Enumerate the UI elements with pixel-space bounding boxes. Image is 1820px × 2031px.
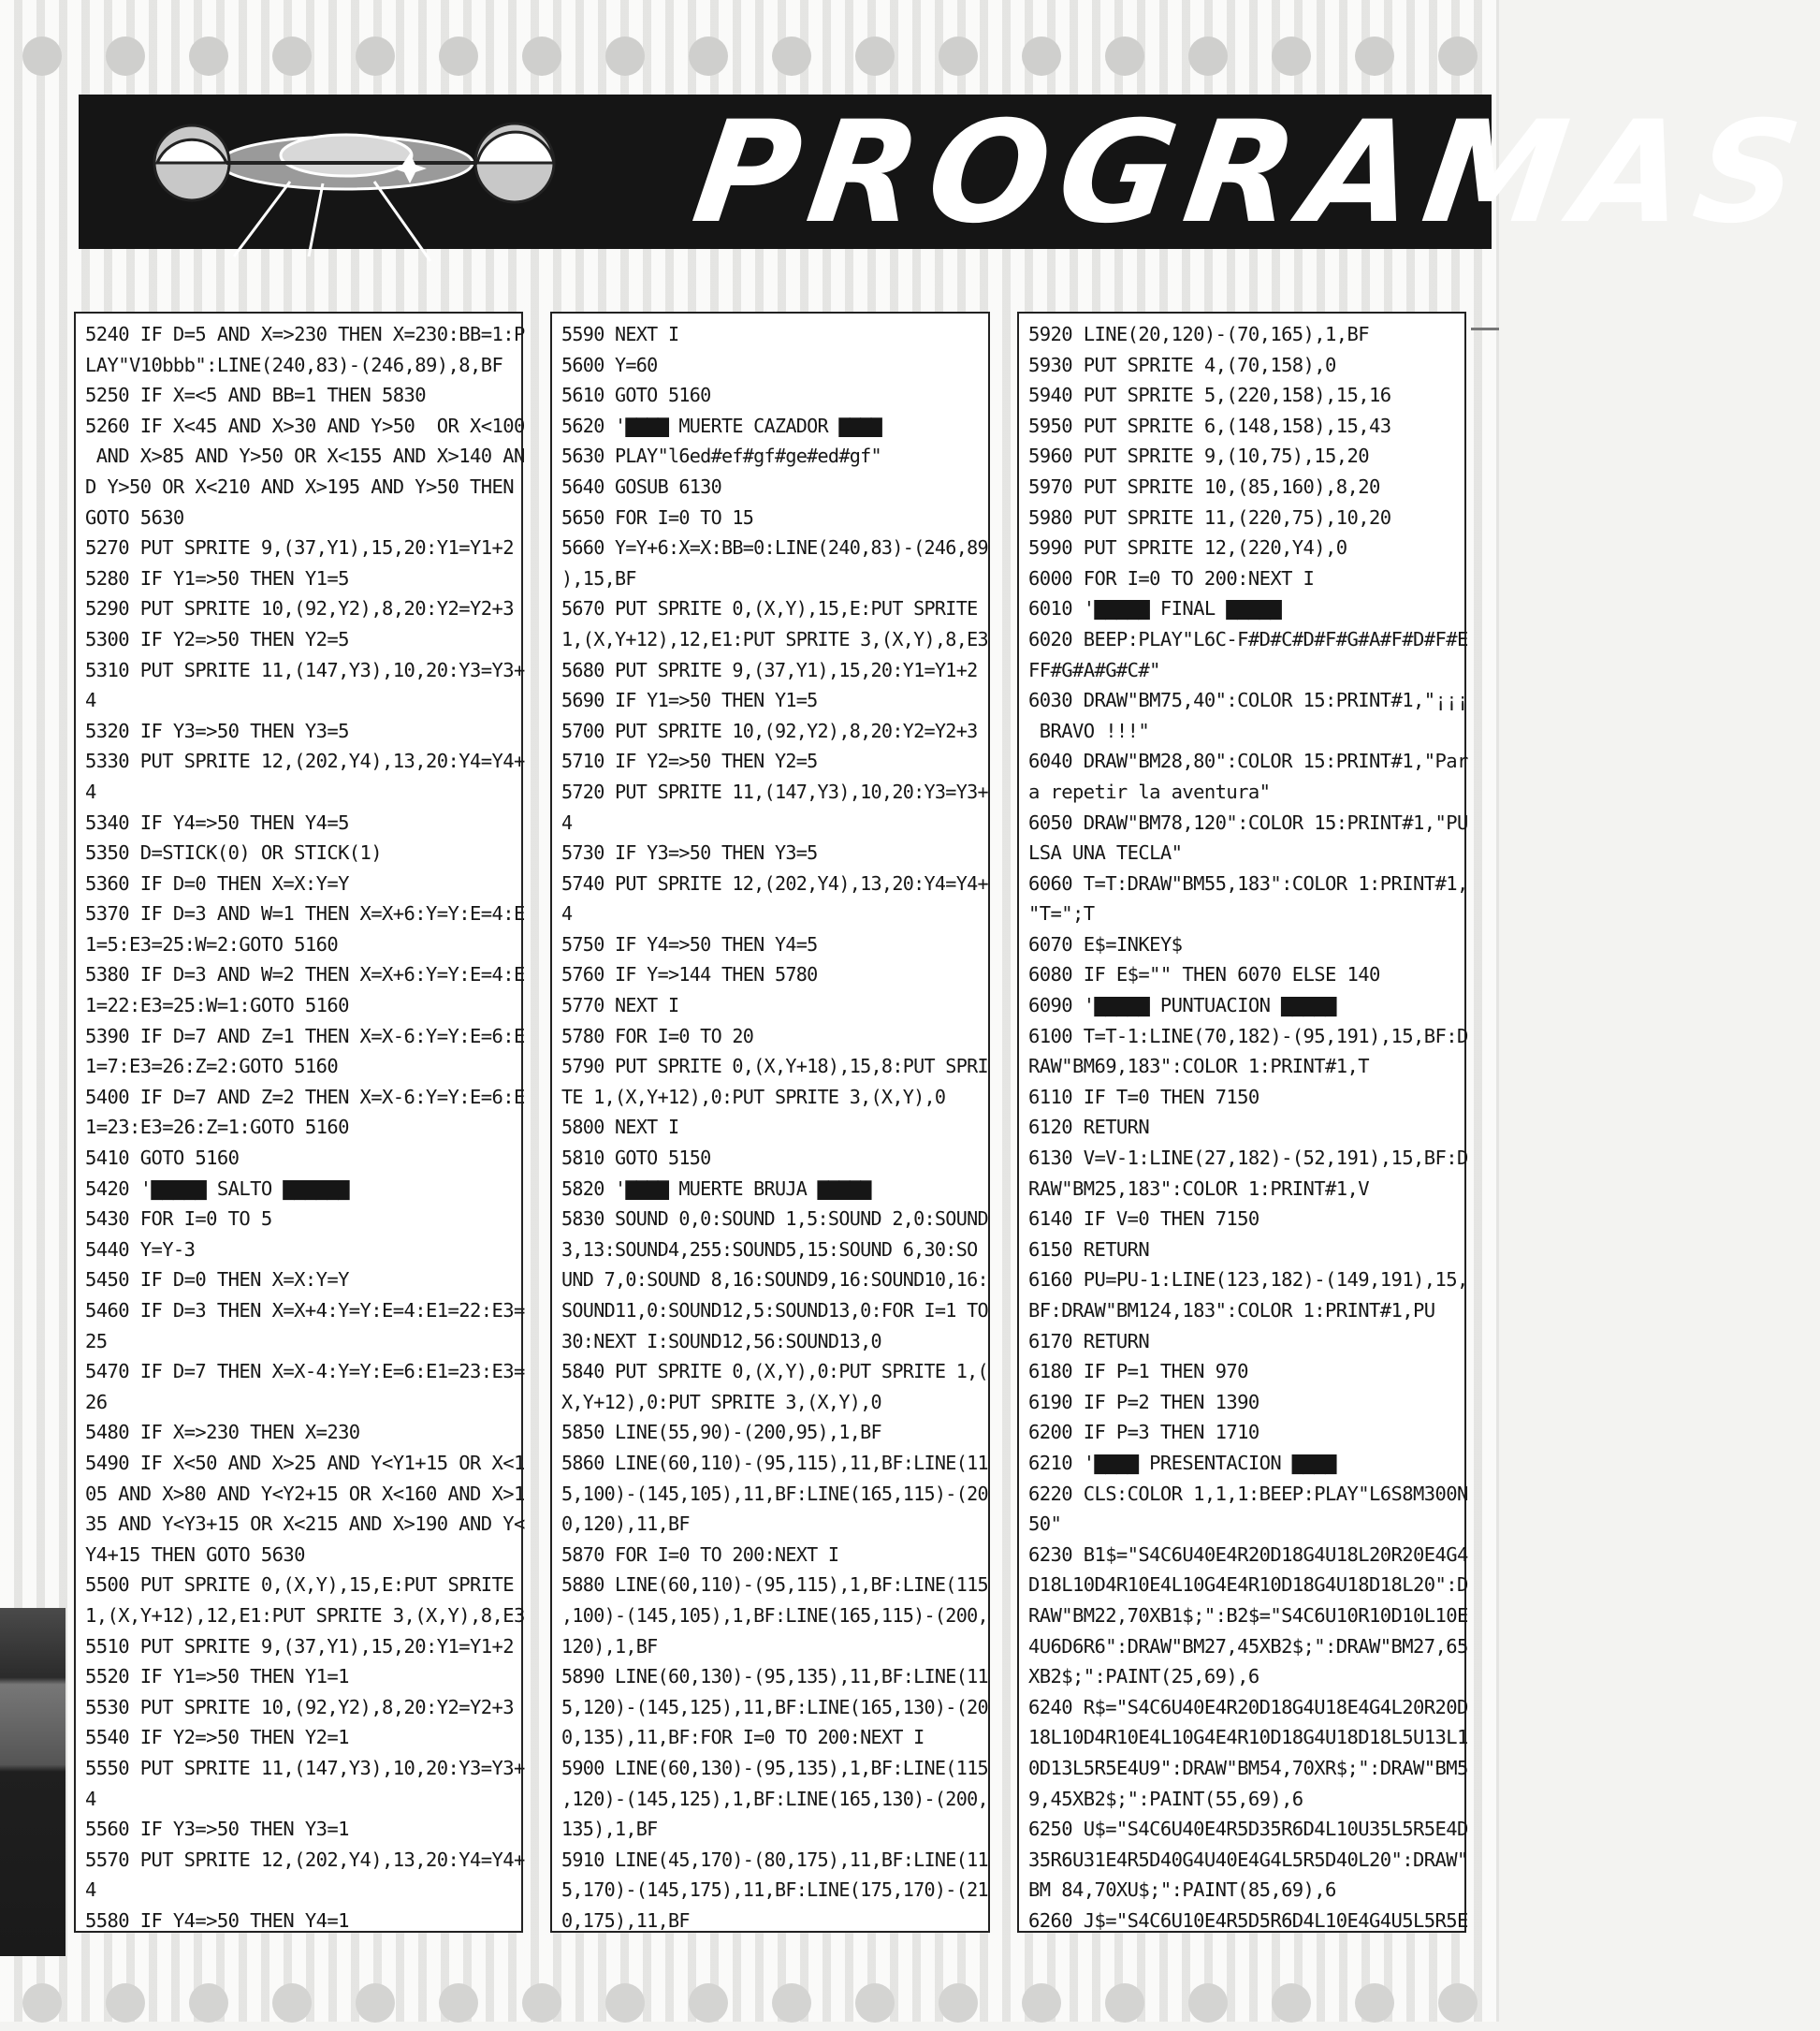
code-line: 6200 IF P=3 THEN 1710	[1028, 1421, 1259, 1444]
code-line: 5980 PUT SPRITE 11,(220,75),10,20	[1028, 505, 1391, 529]
code-line: 6100 T=T-1:LINE(70,182)-(95,191),15,BF:D	[1028, 1024, 1468, 1047]
code-line: 1,(X,Y+12),12,E1:PUT SPRITE 3,(X,Y),8,E3	[561, 627, 988, 650]
code-line: 5660 Y=Y+6:X=X:BB=0:LINE(240,83)-(246,89	[561, 536, 988, 560]
code-line: RAW"BM25,183":COLOR 1:PRINT#1,V	[1028, 1176, 1370, 1200]
code-line: 5380 IF D=3 AND W=2 THEN X=X+6:Y=Y:E=4:E	[85, 963, 525, 986]
code-column-2	[550, 312, 990, 1933]
code-line: 6010 '▇▇▇▇▇ FINAL ▇▇▇▇▇	[1028, 597, 1282, 621]
code-line: 6230 B1$="S4C6U40E4R20D18G4U18L20R20E4G4	[1028, 1542, 1468, 1566]
code-line: 5860 LINE(60,110)-(95,115),11,BF:LINE(11	[561, 1451, 988, 1474]
code-line: 5540 IF Y2=>50 THEN Y2=1	[85, 1726, 349, 1749]
code-line: 5960 PUT SPRITE 9,(10,75),15,20	[1028, 445, 1370, 468]
code-line: TE 1,(X,Y+12),0:PUT SPRITE 3,(X,Y),0	[561, 1085, 946, 1108]
code-line: 5310 PUT SPRITE 11,(147,Y3),10,20:Y3=Y3+	[85, 658, 525, 681]
code-line: RAW"BM22,70XB1$;":B2$="S4C6U10R10D10L10E	[1028, 1603, 1468, 1627]
code-line: 1=23:E3=26:Z=1:GOTO 5160	[85, 1116, 349, 1139]
code-line: 5400 IF D=7 AND Z=2 THEN X=X-6:Y=Y:E=6:E	[85, 1085, 525, 1108]
code-line: 5490 IF X<50 AND X>25 AND Y<Y1+15 OR X<1	[85, 1451, 525, 1474]
code-line: 6090 '▇▇▇▇▇ PUNTUACION ▇▇▇▇▇	[1028, 994, 1336, 1017]
code-line: 5430 FOR I=0 TO 5	[85, 1207, 272, 1231]
code-line: 5940 PUT SPRITE 5,(220,158),15,16	[1028, 384, 1391, 407]
code-line: AND X>85 AND Y>50 OR X<155 AND X>140 AN	[85, 445, 525, 468]
code-line: 4	[85, 780, 96, 803]
code-line: 5890 LINE(60,130)-(95,135),11,BF:LINE(11	[561, 1665, 988, 1688]
code-line: D18L10D4R10E4L10G4E4R10D18G4U18D18L20":D	[1028, 1573, 1468, 1597]
code-line: 5370 IF D=3 AND W=1 THEN X=X+6:Y=Y:E=4:E	[85, 902, 525, 926]
code-line: 5360 IF D=0 THEN X=X:Y=Y	[85, 871, 349, 895]
code-line: 5830 SOUND 0,0:SOUND 1,5:SOUND 2,0:SOUND	[561, 1207, 988, 1231]
code-line: 1=7:E3=26:Z=2:GOTO 5160	[85, 1055, 339, 1078]
code-line: 5750 IF Y4=>50 THEN Y4=5	[561, 932, 818, 956]
code-line: 5730 IF Y3=>50 THEN Y3=5	[561, 841, 818, 865]
code-line: 5840 PUT SPRITE 0,(X,Y),0:PUT SPRITE 1,(	[561, 1360, 988, 1383]
code-line: 5700 PUT SPRITE 10,(92,Y2),8,20:Y2=Y2+3	[561, 719, 978, 742]
code-line: GOTO 5630	[85, 505, 184, 529]
code-line: 0,120),11,BF	[561, 1512, 690, 1536]
code-line: 6150 RETURN	[1028, 1237, 1150, 1261]
code-line: 3,13:SOUND4,255:SOUND5,15:SOUND 6,30:SO	[561, 1237, 978, 1261]
code-line: 5330 PUT SPRITE 12,(202,Y4),13,20:Y4=Y4+	[85, 750, 525, 773]
code-line: 0D13L5R5E4U9":DRAW"BM54,70XR$;":DRAW"BM5	[1028, 1756, 1468, 1779]
code-line: 6260 J$="S4C6U10E4R5D5R6D4L10E4G4U5L5R5E	[1028, 1908, 1468, 1932]
code-line: BF:DRAW"BM124,183":COLOR 1:PRINT#1,PU	[1028, 1299, 1435, 1322]
code-line: RAW"BM69,183":COLOR 1:PRINT#1,T	[1028, 1055, 1370, 1078]
code-line: 0,175),11,BF	[561, 1908, 690, 1932]
code-line: 5290 PUT SPRITE 10,(92,Y2),8,20:Y2=Y2+3	[85, 597, 514, 621]
code-line: 6050 DRAW"BM78,120":COLOR 15:PRINT#1,"PU	[1028, 811, 1468, 834]
code-line: BM 84,70XU$;":PAINT(85,69),6	[1028, 1878, 1336, 1902]
code-line: 4	[561, 811, 573, 834]
code-line: 6110 IF T=0 THEN 7150	[1028, 1085, 1259, 1108]
code-line: 5420 '▇▇▇▇▇ SALTO ▇▇▇▇▇▇	[85, 1176, 349, 1200]
code-line: 5260 IF X<45 AND X>30 AND Y>50 OR X<100	[85, 414, 525, 437]
code-line: 6080 IF E$="" THEN 6070 ELSE 140	[1028, 963, 1380, 986]
code-line: 6020 BEEP:PLAY"L6C-F#D#C#D#F#G#A#F#D#F#E	[1028, 627, 1468, 650]
code-line: 30:NEXT I:SOUND12,56:SOUND13,0	[561, 1329, 881, 1352]
code-line: 5530 PUT SPRITE 10,(92,Y2),8,20:Y2=Y2+3	[85, 1695, 514, 1718]
code-line: 6250 U$="S4C6U40E4R5D35R6D4L10U35L5R5E4D	[1028, 1818, 1468, 1841]
code-line: 5510 PUT SPRITE 9,(37,Y1),15,20:Y1=Y1+2	[85, 1634, 514, 1658]
code-line: 5570 PUT SPRITE 12,(202,Y4),13,20:Y4=Y4+	[85, 1848, 525, 1871]
code-line: 5600 Y=60	[561, 353, 658, 376]
code-line: 5970 PUT SPRITE 10,(85,160),8,20	[1028, 475, 1380, 498]
code-line: 5680 PUT SPRITE 9,(37,Y1),15,20:Y1=Y1+2	[561, 658, 978, 681]
code-line: 1,(X,Y+12),12,E1:PUT SPRITE 3,(X,Y),8,E3	[85, 1603, 525, 1627]
code-line: 35 AND Y<Y3+15 OR X<215 AND X>190 AND Y<	[85, 1512, 525, 1536]
code-line: 5820 '▇▇▇▇ MUERTE BRUJA ▇▇▇▇▇	[561, 1176, 871, 1200]
code-line: Y4+15 THEN GOTO 5630	[85, 1542, 305, 1566]
code-line: 6130 V=V-1:LINE(27,182)-(52,191),15,BF:D	[1028, 1147, 1468, 1170]
code-line: 9,45XB2$;":PAINT(55,69),6	[1028, 1787, 1303, 1810]
code-line: 5280 IF Y1=>50 THEN Y1=5	[85, 566, 349, 590]
code-line: 5720 PUT SPRITE 11,(147,Y3),10,20:Y3=Y3+	[561, 780, 988, 803]
code-line: 1=5:E3=25:W=2:GOTO 5160	[85, 932, 339, 956]
code-line: 5760 IF Y=>144 THEN 5780	[561, 963, 818, 986]
code-line: 5580 IF Y4=>50 THEN Y4=1	[85, 1908, 349, 1932]
code-line: SOUND11,0:SOUND12,5:SOUND13,0:FOR I=1 TO	[561, 1299, 988, 1322]
code-line: 6170 RETURN	[1028, 1329, 1150, 1352]
code-line: 5710 IF Y2=>50 THEN Y2=5	[561, 750, 818, 773]
code-line: "T=";T	[1028, 902, 1095, 926]
code-line: 5450 IF D=0 THEN X=X:Y=Y	[85, 1268, 349, 1292]
code-line: 4U6D6R6":DRAW"BM27,45XB2$;":DRAW"BM27,65	[1028, 1634, 1468, 1658]
code-line: 5470 IF D=7 THEN X=X-4:Y=Y:E=6:E1=23:E3=	[85, 1360, 525, 1383]
code-line: 5910 LINE(45,170)-(80,175),11,BF:LINE(11	[561, 1848, 988, 1871]
code-line: 135),1,BF	[561, 1818, 658, 1841]
code-line: 5410 GOTO 5160	[85, 1147, 240, 1170]
code-line: 26	[85, 1390, 108, 1413]
code-line: 5900 LINE(60,130)-(95,135),1,BF:LINE(115	[561, 1756, 988, 1779]
code-line: 5810 GOTO 5150	[561, 1147, 711, 1170]
code-line: D Y>50 OR X<210 AND X>195 AND Y>50 THEN	[85, 475, 514, 498]
code-line: LSA UNA TECLA"	[1028, 841, 1183, 865]
code-line: ),15,BF	[561, 566, 636, 590]
code-line: 5850 LINE(55,90)-(200,95),1,BF	[561, 1421, 881, 1444]
code-line: 5800 NEXT I	[561, 1116, 679, 1139]
code-line: 5620 '▇▇▇▇ MUERTE CAZADOR ▇▇▇▇	[561, 414, 881, 437]
code-line: 5,120)-(145,125),11,BF:LINE(165,130)-(20	[561, 1695, 988, 1718]
code-line: 35R6U31E4R5D40G4U40E4G4L5R5D40L20":DRAW"	[1028, 1848, 1468, 1871]
code-line: X,Y+12),0:PUT SPRITE 3,(X,Y),0	[561, 1390, 881, 1413]
code-line: 4	[85, 1878, 96, 1902]
code-line: 5340 IF Y4=>50 THEN Y4=5	[85, 811, 349, 834]
code-line: 5770 NEXT I	[561, 994, 679, 1017]
code-line: 6120 RETURN	[1028, 1116, 1150, 1139]
code-line: 5880 LINE(60,110)-(95,115),1,BF:LINE(115	[561, 1573, 988, 1597]
page-edge-mark	[1471, 328, 1499, 330]
code-line: 5,100)-(145,105),11,BF:LINE(165,115)-(20	[561, 1482, 988, 1505]
code-line: LAY"V10bbb":LINE(240,83)-(246,89),8,BF	[85, 353, 503, 376]
code-line: 5670 PUT SPRITE 0,(X,Y),15,E:PUT SPRITE	[561, 597, 978, 621]
code-line: 5640 GOSUB 6130	[561, 475, 721, 498]
code-line: 6070 E$=INKEY$	[1028, 932, 1183, 956]
code-line: 50"	[1028, 1512, 1062, 1536]
code-line: UND 7,0:SOUND 8,16:SOUND9,16:SOUND10,16:	[561, 1268, 988, 1292]
code-line: 18L10D4R10E4L10G4E4R10D18G4U18D18L5U13L1	[1028, 1726, 1468, 1749]
code-line: 5480 IF X=>230 THEN X=230	[85, 1421, 360, 1444]
code-line: 5990 PUT SPRITE 12,(220,Y4),0	[1028, 536, 1347, 560]
code-column-3	[1017, 312, 1466, 1933]
code-line: 5790 PUT SPRITE 0,(X,Y+18),15,8:PUT SPRI	[561, 1055, 988, 1078]
code-line: 4	[85, 689, 96, 712]
code-line: 5650 FOR I=0 TO 15	[561, 505, 754, 529]
code-line: 5740 PUT SPRITE 12,(202,Y4),13,20:Y4=Y4+	[561, 871, 988, 895]
code-line: 0,135),11,BF:FOR I=0 TO 200:NEXT I	[561, 1726, 925, 1749]
code-line: a repetir la aventura"	[1028, 780, 1271, 803]
code-line: 5500 PUT SPRITE 0,(X,Y),15,E:PUT SPRITE	[85, 1573, 514, 1597]
code-line: 5870 FOR I=0 TO 200:NEXT I	[561, 1542, 839, 1566]
code-line: 6040 DRAW"BM28,80":COLOR 15:PRINT#1,"Par	[1028, 750, 1468, 773]
code-line: 6210 '▇▇▇▇ PRESENTACION ▇▇▇▇	[1028, 1451, 1336, 1474]
code-line: BRAVO !!!"	[1028, 719, 1150, 742]
code-line: 5520 IF Y1=>50 THEN Y1=1	[85, 1665, 349, 1688]
code-line: 5390 IF D=7 AND Z=1 THEN X=X-6:Y=Y:E=6:E	[85, 1024, 525, 1047]
code-line: 6180 IF P=1 THEN 970	[1028, 1360, 1248, 1383]
code-line: 5950 PUT SPRITE 6,(148,158),15,43	[1028, 414, 1391, 437]
page-title: PROGRAMAS	[684, 92, 1820, 255]
code-line: 120),1,BF	[561, 1634, 658, 1658]
code-line: 5930 PUT SPRITE 4,(70,158),0	[1028, 353, 1336, 376]
side-tab	[0, 1608, 66, 1956]
code-line: 6140 IF V=0 THEN 7150	[1028, 1207, 1259, 1231]
code-line: 6240 R$="S4C6U40E4R20D18G4U18E4G4L20R20D	[1028, 1695, 1468, 1718]
code-line: 4	[85, 1787, 96, 1810]
code-line: 6060 T=T:DRAW"BM55,183":COLOR 1:PRINT#1,	[1028, 871, 1468, 895]
code-line: 6030 DRAW"BM75,40":COLOR 15:PRINT#1,"¡¡¡	[1028, 689, 1468, 712]
code-line: 5780 FOR I=0 TO 20	[561, 1024, 754, 1047]
code-line: 5610 GOTO 5160	[561, 384, 711, 407]
code-line: 5250 IF X=<5 AND BB=1 THEN 5830	[85, 384, 427, 407]
spaceship-illustration	[150, 97, 561, 261]
code-line: 4	[561, 902, 573, 926]
code-line: 6190 IF P=2 THEN 1390	[1028, 1390, 1259, 1413]
code-line: 5300 IF Y2=>50 THEN Y2=5	[85, 627, 349, 650]
code-line: 6160 PU=PU-1:LINE(123,182)-(149,191),15,	[1028, 1268, 1468, 1292]
code-line: 5630 PLAY"l6ed#ef#gf#ge#ed#gf"	[561, 445, 881, 468]
code-line: 5440 Y=Y-3	[85, 1237, 196, 1261]
code-line: 6220 CLS:COLOR 1,1,1:BEEP:PLAY"L6S8M300N	[1028, 1482, 1468, 1505]
code-line: 1=22:E3=25:W=1:GOTO 5160	[85, 994, 349, 1017]
code-line: 5350 D=STICK(0) OR STICK(1)	[85, 841, 383, 865]
code-line: 5560 IF Y3=>50 THEN Y3=1	[85, 1818, 349, 1841]
code-line: 6000 FOR I=0 TO 200:NEXT I	[1028, 566, 1315, 590]
bottom-dot-row	[0, 1975, 1499, 2031]
code-column-1	[74, 312, 523, 1933]
code-line: 5270 PUT SPRITE 9,(37,Y1),15,20:Y1=Y1+2	[85, 536, 514, 560]
code-line: ,100)-(145,105),1,BF:LINE(165,115)-(200,	[561, 1603, 988, 1627]
code-line: 5460 IF D=3 THEN X=X+4:Y=Y:E=4:E1=22:E3=	[85, 1299, 525, 1322]
code-line: 05 AND X>80 AND Y<Y2+15 OR X<160 AND X>1	[85, 1482, 525, 1505]
code-line: 25	[85, 1329, 108, 1352]
code-line: 5550 PUT SPRITE 11,(147,Y3),10,20:Y3=Y3+	[85, 1756, 525, 1779]
top-dot-row	[0, 28, 1499, 84]
code-line: 5920 LINE(20,120)-(70,165),1,BF	[1028, 323, 1370, 345]
code-line: 5590 NEXT I	[561, 323, 679, 345]
code-line: FF#G#A#G#C#"	[1028, 658, 1160, 681]
code-line: 5690 IF Y1=>50 THEN Y1=5	[561, 689, 818, 712]
code-line: XB2$;":PAINT(25,69),6	[1028, 1665, 1259, 1688]
code-line: ,120)-(145,125),1,BF:LINE(165,130)-(200,	[561, 1787, 988, 1810]
code-line: 5320 IF Y3=>50 THEN Y3=5	[85, 719, 349, 742]
code-line: 5240 IF D=5 AND X=>230 THEN X=230:BB=1:P	[85, 323, 525, 345]
code-line: 5,170)-(145,175),11,BF:LINE(175,170)-(21	[561, 1878, 988, 1902]
